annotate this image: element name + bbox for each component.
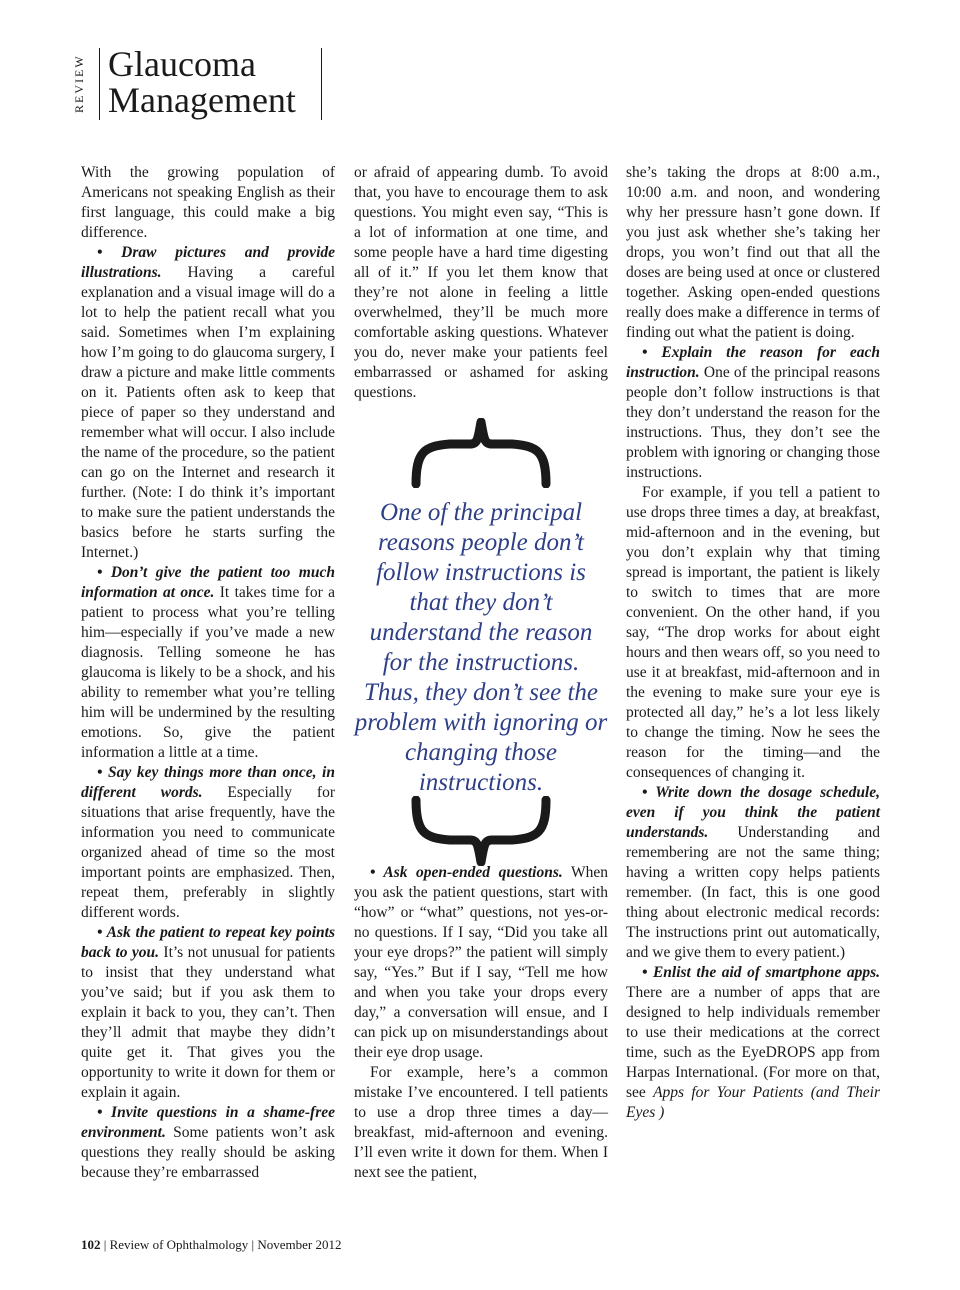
bullet-body: There are a number of apps that are designed to help individuals remember to use their medications at the correct time, such as the EyeDROPS app from Harpas International. (For more on that, see bbox=[626, 984, 880, 1101]
text-column-1 bbox=[81, 163, 335, 1183]
title-line-1: Glaucoma bbox=[108, 44, 256, 84]
page-number: 102 bbox=[81, 1237, 101, 1252]
bullet-body: One of the principal reasons people don’t follow instructions is that they don’t understand the reason for the instructions. Thus, they don’t see the problem with ignoring or changing those instructions. bbox=[626, 364, 880, 481]
bullet-heading: • Say key things more than once, in different words. bbox=[81, 764, 335, 801]
pull-quote-text: One of the principal reasons people don’t follow instructions is that they don’t understand the reason for the instructions. Thus, they don’t see the problem with ignoring or changing those instructions. bbox=[354, 499, 608, 796]
bullet-paragraph bbox=[81, 563, 335, 763]
paragraph: or afraid of appearing dumb. To avoid that, you have to encourage them to ask questions. You might even say, “This is a lot of information at one time, and some people have a hard time digesting all of it.” If you let them know that they’re not alone in feeling a little overwhelmed, they’ll be much more comfortable asking questions. Whatever you do, never make your patients feel embarrassed or ashamed for asking questions. bbox=[354, 164, 608, 401]
bullet-heading: • Draw pictures and provide illustrations. bbox=[81, 244, 335, 281]
bullet-body: Having a careful explanation and a visual image will do a lot to help the patient recall what you said. Sometimes when I’m explaining how I’m going to do glaucoma surgery, I draw a picture and make little comments on it. Patients often ask to keep that piece of paper so they understand and remember what will occur. I also include the name of the procedure, so the patient can go on the Internet and research it further. (Note: I do think it’s important to make sure the patient understands the basics before he starts surfing the Internet.) bbox=[81, 264, 335, 561]
bullet-body: It takes time for a patient to process what you’re telling him—especially if you’ve made a new diagnosis. Telling someone he has glaucoma is likely to be a shock, and his ability to remember what you’re telling him will be undermined by the resulting emotions. So, give the patient information a little at a time. bbox=[81, 584, 335, 761]
text-column-2-continued bbox=[354, 863, 608, 1183]
paragraph: she’s taking the drops at 8:00 a.m., 10:00 a.m. and noon, and wondering why her pressure hasn’t gone down. If you just ask whether she’s taking her drops, you won’t find out that all the doses are being used at once or clustered together. Asking open-ended questions really does make a difference in terms of finding out what the patient is doing. bbox=[626, 164, 880, 341]
footer-separator: | bbox=[251, 1237, 258, 1252]
brace-bottom-icon bbox=[354, 796, 608, 866]
bullet-heading: • Don’t give the patient too much information at once. bbox=[81, 564, 335, 601]
bullet-body: It’s not unusual for patients to insist that they understand what you’ve said; but if you ask them to explain it back to you, they can’t. Then they’ll admit that maybe they didn’t quite get it. That gives you the opportunity to write it down for them or explain it again. bbox=[81, 944, 335, 1101]
bullet-body: When you ask the patient questions, start with “how” or “what” questions, not yes-or-no questions. If I say, “Did you take all your eye drops?” the patient will simply say, “Yes.” But if I say, “Tell me how and when you take your drops every day,” a conversation will ensue, and I can pick up on misunderstandings about their eye drop usage. bbox=[354, 864, 608, 1061]
title-line-2: Management bbox=[108, 80, 296, 120]
brace-top-icon bbox=[354, 418, 608, 488]
bullet-paragraph bbox=[81, 923, 335, 1103]
bullet-heading: • Explain the reason for each instruction. bbox=[626, 344, 880, 381]
bullet-heading: • Ask the patient to repeat key points back to you. bbox=[81, 924, 335, 961]
bullet-paragraph bbox=[81, 243, 335, 563]
bullet-body: Some patients won’t ask questions they really should be asking because they’re embarrassed bbox=[81, 1124, 335, 1181]
paragraph: For example, here’s a common mistake I’ve encountered. I tell patients to use a drop three times a day—breakfast, mid-afternoon and evening. I’ll even write it down for them. When I next see the patient, bbox=[354, 1064, 608, 1181]
bullet-body: Especially for situations that arise frequently, have the information you need to communicate organized ahead of time so the most important points are emphasized. Then, repeat them, preferably in slightly different words. bbox=[81, 784, 335, 921]
pull-quote bbox=[354, 418, 608, 848]
bullet-paragraph bbox=[626, 343, 880, 483]
bullet-paragraph bbox=[81, 763, 335, 923]
bullet-body: Understanding and remembering are not the same thing; having a written copy helps patients remember. (In fact, this is one good thing about electronic medical records: The instructions print out automatically, and we give them to every patient.) bbox=[626, 824, 880, 961]
bullet-paragraph bbox=[626, 783, 880, 963]
bullet-heading: • Ask open-ended questions. bbox=[370, 864, 563, 881]
journal-name: Review of Ophthalmology bbox=[109, 1237, 249, 1252]
page-footer bbox=[81, 1237, 342, 1253]
paragraph: For example, if you tell a patient to use drops three times a day, at breakfast, mid-afternoon and in the evening, but you don’t explain why that timing spread is important, the patient is likely to switch to times that are more convenient. On the other hand, if you say, “The drop works for about eight hours and then wears off, so you need to use it at breakfast, mid-afternoon and in the evening to make sure your eye is protected all day,” he’s a lot less likely to change the timing. Now he sees the reason for the timing—and the consequences of changing it. bbox=[626, 484, 880, 781]
cross-reference: Apps for Your Patients (and Their Eyes ) bbox=[626, 1084, 880, 1121]
footer-separator: | bbox=[103, 1237, 110, 1252]
text-column-2 bbox=[354, 163, 608, 403]
paragraph: With the growing population of Americans not speaking English as their first language, this could make a big difference. bbox=[81, 164, 335, 241]
bullet-heading: • Invite questions in a shame-free environment. bbox=[81, 1104, 335, 1141]
page-title bbox=[108, 46, 296, 118]
bullet-paragraph bbox=[354, 863, 608, 1063]
header-divider-right bbox=[321, 48, 322, 120]
bullet-heading: • Write down the dosage schedule, even if you think the patient understands. bbox=[626, 784, 880, 841]
bullet-paragraph bbox=[626, 963, 880, 1123]
issue-date: November 2012 bbox=[257, 1237, 342, 1252]
header-divider-left bbox=[99, 48, 100, 120]
section-label: REVIEW bbox=[72, 54, 86, 114]
bullet-paragraph bbox=[81, 1103, 335, 1183]
text-column-3 bbox=[626, 163, 880, 1123]
bullet-heading: • Enlist the aid of smartphone apps. bbox=[642, 964, 880, 981]
